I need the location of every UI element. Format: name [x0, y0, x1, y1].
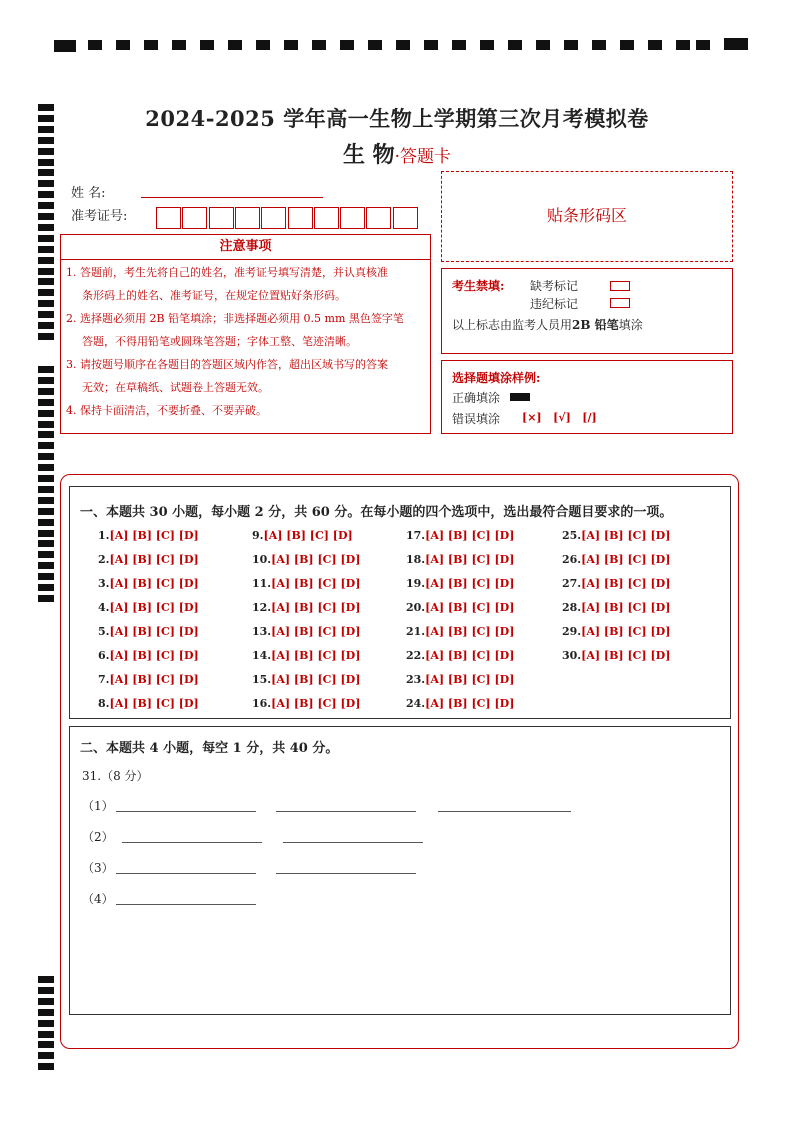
notice-item: 4. 保持卡面清洁，不要折叠、不要弄破。: [66, 404, 267, 417]
answer-blank[interactable]: [122, 842, 262, 843]
question-number: 26.: [562, 553, 582, 566]
timing-mark: [38, 573, 54, 580]
question-number: 28.: [562, 601, 582, 614]
timing-mark: [38, 976, 54, 983]
exam-id-digit-box[interactable]: [261, 207, 286, 229]
choice-options[interactable]: [A] [B] [C] [D]: [271, 649, 361, 662]
section-fill-blank: [69, 726, 731, 1015]
answer-blank[interactable]: [283, 842, 423, 843]
answer-blank[interactable]: [276, 873, 416, 874]
notice-item: 2. 选择题必须用 2B 铅笔填涂；非选择题必须用 0.5 mm 黑色签字笔: [66, 312, 404, 325]
timing-mark: [38, 235, 54, 242]
choice-options[interactable]: [A] [B] [C] [D]: [263, 529, 353, 542]
choice-options[interactable]: [A] [B] [C] [D]: [109, 553, 199, 566]
notice-item: 1. 答题前，考生先将自己的姓名，准考证号填写清楚，并认真核准: [66, 266, 388, 279]
choice-options[interactable]: [A] [B] [C] [D]: [271, 697, 361, 710]
question-number: 12.: [252, 601, 272, 614]
choice-question[interactable]: [562, 553, 670, 566]
answer-blank[interactable]: [116, 904, 256, 905]
choice-question[interactable]: [252, 697, 360, 710]
choice-question[interactable]: [406, 601, 514, 614]
choice-question[interactable]: [252, 649, 360, 662]
exam-id-digit-box[interactable]: [235, 207, 260, 229]
question-number: 8.: [98, 697, 110, 710]
barcode-label: 贴条形码区: [546, 206, 627, 225]
choice-question[interactable]: [562, 577, 670, 590]
timing-mark: [38, 1063, 54, 1070]
notice-item: 条形码上的姓名、准考证号，在规定位置贴好条形码。: [82, 289, 346, 302]
choice-question[interactable]: [252, 529, 353, 542]
choice-options[interactable]: [A] [B] [C] [D]: [425, 577, 515, 590]
timing-mark: [38, 421, 54, 428]
choice-question[interactable]: [406, 577, 514, 590]
question-number: 29.: [562, 625, 582, 638]
choice-question[interactable]: [98, 649, 199, 662]
exam-id-digit-box[interactable]: [156, 207, 181, 229]
choice-question[interactable]: [252, 553, 360, 566]
choice-options[interactable]: [A] [B] [C] [D]: [109, 649, 199, 662]
choice-options[interactable]: [A] [B] [C] [D]: [425, 529, 515, 542]
choice-options[interactable]: [A] [B] [C] [D]: [425, 553, 515, 566]
examiner-only-heading: 考生禁填:: [452, 279, 505, 293]
choice-question[interactable]: [252, 625, 360, 638]
exam-id-digit-box[interactable]: [314, 207, 339, 229]
choice-options[interactable]: [A] [B] [C] [D]: [425, 649, 515, 662]
choice-question[interactable]: [562, 649, 670, 662]
answer-blank[interactable]: [276, 811, 416, 812]
timing-mark: [38, 377, 54, 384]
choice-options[interactable]: [A] [B] [C] [D]: [425, 625, 515, 638]
wrong-mark: [×]: [522, 411, 542, 424]
name-field[interactable]: [141, 197, 323, 198]
part-label: （4）: [82, 892, 114, 906]
question-number: 22.: [406, 649, 426, 662]
timing-mark: [38, 486, 54, 493]
question-number: 9.: [252, 529, 264, 542]
timing-mark: [38, 224, 54, 231]
timing-mark: [38, 1041, 54, 1048]
question-number: 23.: [406, 673, 426, 686]
question-number: 1.: [98, 529, 110, 542]
choice-question[interactable]: [252, 673, 360, 686]
timing-mark: [38, 1020, 54, 1027]
choice-options[interactable]: [A] [B] [C] [D]: [109, 529, 199, 542]
question-number: 11.: [252, 577, 272, 590]
exam-id-label: 准考证号:: [71, 209, 128, 224]
choice-options[interactable]: [A] [B] [C] [D]: [581, 553, 671, 566]
choice-question[interactable]: [562, 601, 670, 614]
timing-mark: [38, 442, 54, 449]
question-number: 30.: [562, 649, 582, 662]
timing-mark: [38, 475, 54, 482]
choice-question[interactable]: [98, 553, 199, 566]
choice-question[interactable]: [406, 697, 514, 710]
timing-mark: [38, 388, 54, 395]
choice-question[interactable]: [406, 673, 514, 686]
question-number: 24.: [406, 697, 426, 710]
choice-question[interactable]: [406, 649, 514, 662]
question-number: 15.: [252, 673, 272, 686]
exam-id-digit-box[interactable]: [393, 207, 418, 229]
choice-question[interactable]: [406, 553, 514, 566]
part-label: （3）: [82, 861, 114, 875]
wrong-fill-samples: [522, 411, 597, 424]
choice-options[interactable]: [A] [B] [C] [D]: [109, 673, 199, 686]
choice-question[interactable]: [406, 625, 514, 638]
choice-options[interactable]: [A] [B] [C] [D]: [271, 577, 361, 590]
exam-id-digit-box[interactable]: [366, 207, 391, 229]
choice-options[interactable]: [A] [B] [C] [D]: [271, 673, 361, 686]
question-number: 7.: [98, 673, 110, 686]
question-number: 20.: [406, 601, 426, 614]
choice-question[interactable]: [98, 625, 199, 638]
question-number: 16.: [252, 697, 272, 710]
part-label: （1）: [82, 799, 114, 813]
notice-item: 答题，不得用铅笔或圆珠笔答题；字体工整、笔迹清晰。: [82, 335, 357, 348]
timing-mark: [38, 399, 54, 406]
absent-mark-label: 缺考标记: [530, 279, 579, 293]
timing-mark: [38, 497, 54, 504]
notice-heading: 注意事项: [61, 235, 430, 260]
choice-options[interactable]: [A] [B] [C] [D]: [425, 673, 515, 686]
notice-box: [60, 234, 431, 434]
choice-options[interactable]: [A] [B] [C] [D]: [581, 649, 671, 662]
absent-mark-box[interactable]: [610, 281, 630, 291]
timing-mark: [38, 551, 54, 558]
name-label: 姓 名:: [71, 186, 106, 201]
section1-title: 一、本题共 30 小题，每小题 2 分，共 60 分。在每小题的四个选项中，选出最符合题目要求的一项。: [80, 505, 673, 520]
timing-mark: [38, 410, 54, 417]
timing-mark: [38, 453, 54, 460]
exam-id-digit-box[interactable]: [209, 207, 234, 229]
timing-mark: [38, 213, 54, 220]
timing-mark: [38, 1009, 54, 1016]
question-number: 10.: [252, 553, 272, 566]
choice-question[interactable]: [562, 529, 670, 542]
question-number: 25.: [562, 529, 582, 542]
choice-question[interactable]: [98, 697, 199, 710]
choice-question[interactable]: [562, 625, 670, 638]
question-number: 4.: [98, 601, 110, 614]
question-number: 6.: [98, 649, 110, 662]
timing-mark: [38, 1052, 54, 1059]
timing-mark: [38, 311, 54, 318]
question-31-label: 31.（8 分）: [82, 769, 149, 783]
correct-fill-sample: [510, 393, 530, 401]
subject-suffix: ·答题卡: [394, 147, 452, 167]
wrong-mark: [/]: [582, 411, 597, 424]
barcode-area: [441, 171, 733, 262]
answer-blank[interactable]: [116, 811, 256, 812]
question-number: 2.: [98, 553, 110, 566]
timing-mark: [38, 595, 54, 602]
question-number: 3.: [98, 577, 110, 590]
question-number: 5.: [98, 625, 110, 638]
choice-options[interactable]: [A] [B] [C] [D]: [109, 577, 199, 590]
section-multiple-choice: [69, 486, 731, 719]
choice-options[interactable]: [A] [B] [C] [D]: [271, 625, 361, 638]
timing-mark: [38, 322, 54, 329]
timing-mark: [38, 278, 54, 285]
exam-id-digit-box[interactable]: [182, 207, 207, 229]
subject-name: 生 物: [342, 142, 395, 168]
notice-item: 无效；在草稿纸、试题卷上答题无效。: [82, 381, 269, 394]
choice-options[interactable]: [A] [B] [C] [D]: [109, 697, 199, 710]
timing-mark: [38, 562, 54, 569]
question-number: 21.: [406, 625, 426, 638]
choice-options[interactable]: [A] [B] [C] [D]: [109, 601, 199, 614]
notice-item: 3. 请按题号顺序在各题目的答题区域内作答，超出区域书写的答案: [66, 358, 388, 371]
timing-mark: [38, 333, 54, 340]
page-title: 2024-2025 学年高一生物上学期第三次月考模拟卷: [145, 106, 649, 131]
subject-title: [0, 138, 794, 169]
question-number: 14.: [252, 649, 272, 662]
timing-mark: [38, 584, 54, 591]
choice-options[interactable]: [A] [B] [C] [D]: [581, 529, 671, 542]
choice-options[interactable]: [A] [B] [C] [D]: [425, 601, 515, 614]
choice-options[interactable]: [A] [B] [C] [D]: [581, 601, 671, 614]
choice-options[interactable]: [A] [B] [C] [D]: [581, 577, 671, 590]
timing-mark: [38, 1031, 54, 1038]
choice-options[interactable]: [A] [B] [C] [D]: [581, 625, 671, 638]
exam-id-digit-box[interactable]: [340, 207, 365, 229]
timing-mark: [38, 431, 54, 438]
choice-question[interactable]: [98, 529, 199, 542]
section2-title: 二、本题共 4 小题，每空 1 分，共 40 分。: [80, 741, 339, 756]
question-number: 27.: [562, 577, 582, 590]
choice-options[interactable]: [A] [B] [C] [D]: [425, 697, 515, 710]
part-label: （2）: [82, 830, 114, 844]
choice-question[interactable]: [406, 529, 514, 542]
timing-mark: [38, 987, 54, 994]
timing-mark: [38, 508, 54, 515]
question-number: 13.: [252, 625, 272, 638]
timing-mark: [38, 519, 54, 526]
wrong-fill-label: 错误填涂: [452, 412, 501, 426]
choice-options[interactable]: [A] [B] [C] [D]: [271, 553, 361, 566]
choice-question[interactable]: [98, 577, 199, 590]
timing-mark: [38, 257, 54, 264]
timing-mark: [38, 464, 54, 471]
examiner-note: 以上标志由监考人员用2B 铅笔填涂: [452, 318, 643, 332]
correct-fill-label: 正确填涂: [452, 391, 501, 405]
timing-mark: [38, 300, 54, 307]
wrong-mark: [√]: [553, 411, 571, 424]
timing-mark: [38, 202, 54, 209]
choice-question[interactable]: [98, 601, 199, 614]
timing-mark: [38, 289, 54, 296]
choice-options[interactable]: [A] [B] [C] [D]: [271, 601, 361, 614]
timing-mark: [38, 169, 54, 176]
timing-mark: [38, 268, 54, 275]
examiner-only-box: [441, 268, 733, 354]
timing-mark: [38, 246, 54, 253]
timing-mark: [38, 366, 54, 373]
violation-mark-label: 违纪标记: [530, 297, 579, 311]
timing-mark: [38, 191, 54, 198]
choice-question[interactable]: [98, 673, 199, 686]
timing-mark: [38, 540, 54, 547]
choice-options[interactable]: [A] [B] [C] [D]: [109, 625, 199, 638]
question-number: 18.: [406, 553, 426, 566]
timing-mark: [38, 180, 54, 187]
question-number: 17.: [406, 529, 426, 542]
question-number: 19.: [406, 577, 426, 590]
choice-question[interactable]: [252, 601, 360, 614]
choice-question[interactable]: [252, 577, 360, 590]
timing-mark: [38, 998, 54, 1005]
exam-id-digit-box[interactable]: [288, 207, 313, 229]
answer-blank[interactable]: [116, 873, 256, 874]
fill-sample-box: [441, 360, 733, 434]
timing-mark: [38, 530, 54, 537]
fill-sample-heading: 选择题填涂样例:: [452, 371, 541, 385]
violation-mark-box[interactable]: [610, 298, 630, 308]
answer-blank[interactable]: [438, 811, 571, 812]
